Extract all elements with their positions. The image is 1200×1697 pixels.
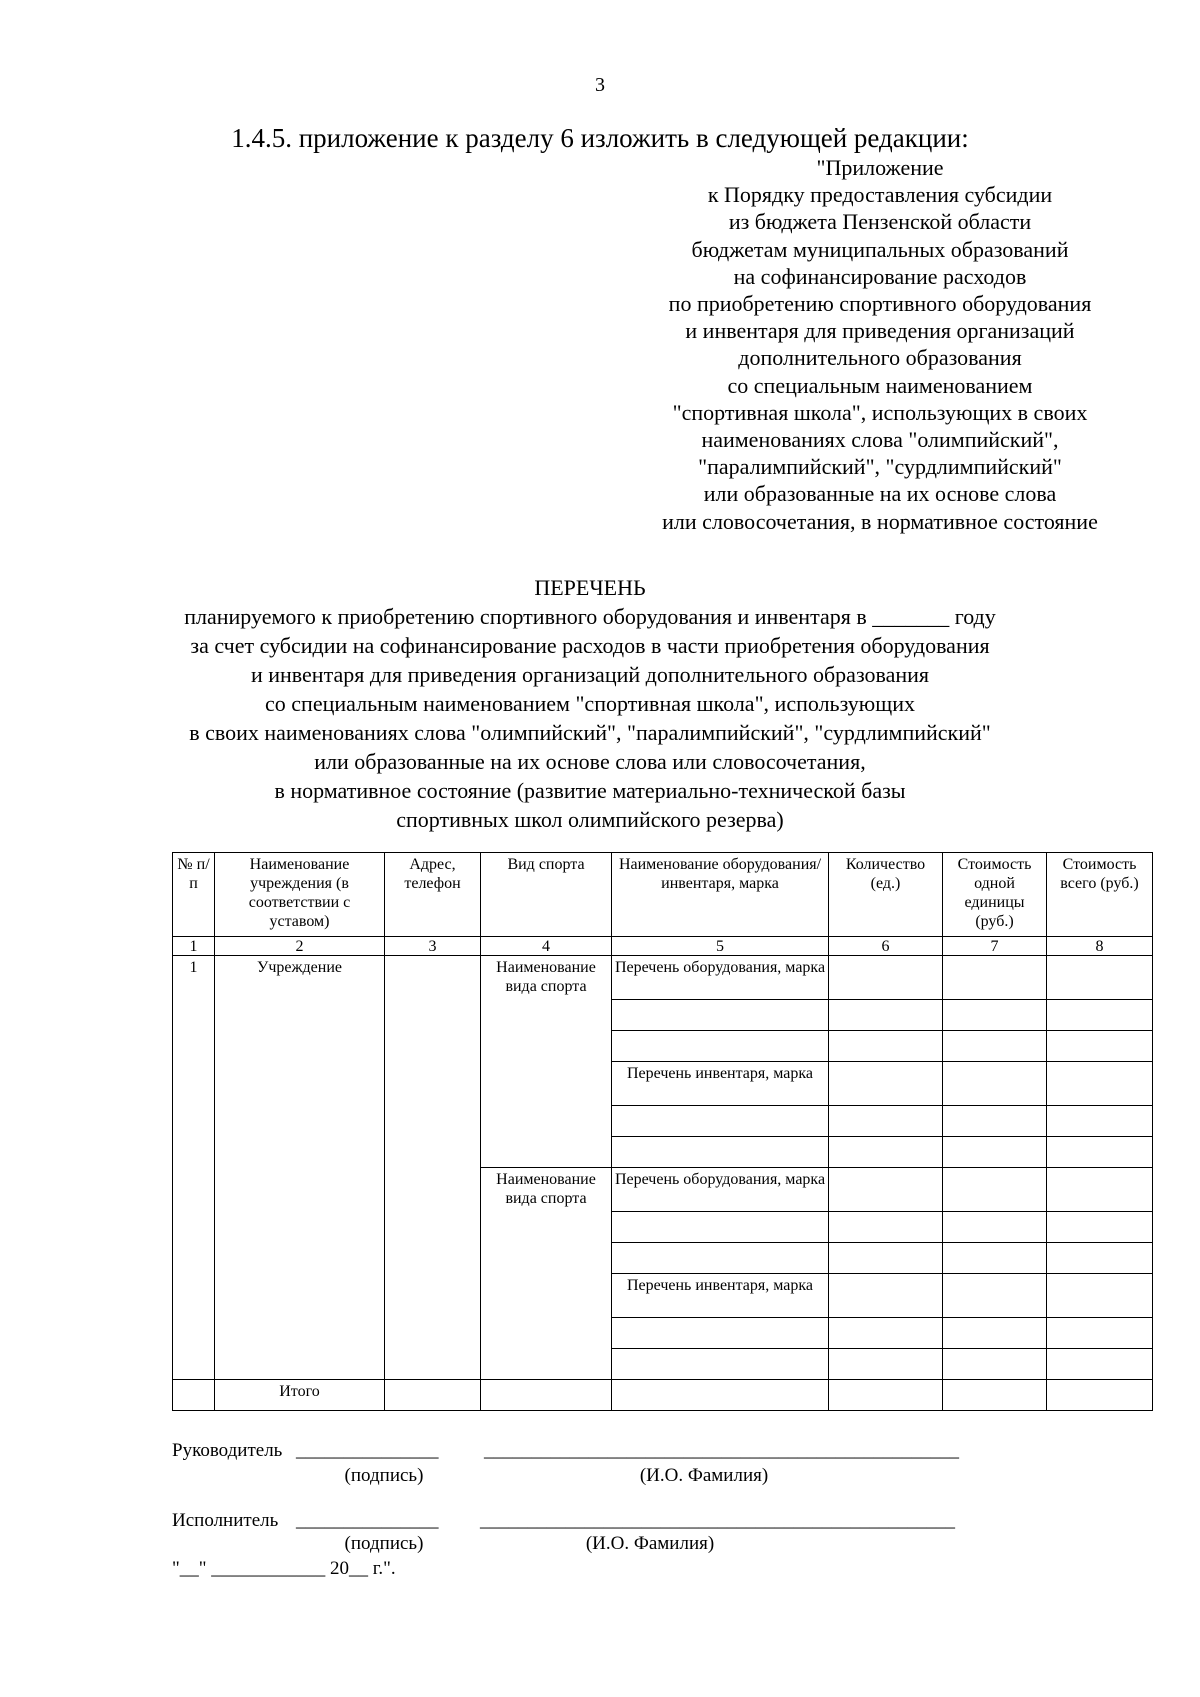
unit-cost-cell — [943, 1243, 1047, 1274]
appendix-line: к Порядку предоставления субсидии — [707, 182, 1053, 208]
unit-cost-cell — [943, 1000, 1047, 1031]
appendix-line: наименованиях слова "олимпийский", — [701, 427, 1059, 453]
executor-name-line: __________________________________________________ — [480, 1510, 955, 1531]
unit-cost-cell — [943, 956, 1047, 1000]
total-cost-cell — [1047, 1318, 1153, 1349]
quantity-cell — [829, 1137, 943, 1168]
subtitle-line: и инвентаря для приведения организаций дополнительного образования — [250, 662, 930, 687]
header-cell: Наименование учреждения (в соответствии с уставом) — [215, 853, 385, 937]
column-number: 6 — [829, 937, 943, 956]
column-number: 3 — [385, 937, 481, 956]
unit-cost-cell — [943, 1062, 1047, 1106]
appendix-line: "спортивная школа", использующих в своих — [672, 399, 1088, 425]
subtitle-line: или образованные на их основе слова или словосочетания, — [314, 749, 866, 774]
appendix-line: "Приложение — [816, 155, 944, 180]
sport-cell: Наименование вида спорта — [481, 956, 612, 1168]
unit-cost-cell — [943, 1318, 1047, 1349]
header-cell: Вид спорта — [481, 853, 612, 937]
unit-cost-cell — [943, 1137, 1047, 1168]
total-cost-cell — [1047, 1031, 1153, 1062]
head-signature-label: Руководитель — [172, 1440, 283, 1461]
head-name-caption: (И.О. Фамилия) — [639, 1465, 769, 1486]
page-number: 3 — [595, 74, 605, 96]
executor-signature-line: _______________ — [296, 1510, 439, 1531]
executor-name-caption: (И.О. Фамилия) — [585, 1533, 715, 1554]
table-cell — [173, 1380, 215, 1411]
quantity-cell — [829, 1062, 943, 1106]
head-signature-caption: (подпись) — [344, 1465, 424, 1486]
column-number: 4 — [481, 937, 612, 956]
date-line: "__" ____________ 20__ г.". — [172, 1558, 396, 1579]
total-cost-cell — [1047, 1349, 1153, 1380]
unit-cost-cell — [943, 1274, 1047, 1318]
total-cost-cell — [1047, 1168, 1153, 1212]
appendix-line: и инвентаря для приведения организаций — [685, 318, 1075, 344]
sport-cell: Наименование вида спорта — [481, 1168, 612, 1380]
column-number: 7 — [943, 937, 1047, 956]
amendment-heading: 1.4.5. приложение к разделу 6 изложить в следующей редакции: — [231, 123, 969, 153]
header-cell: Наименование оборудования/инвентаря, марка — [612, 853, 829, 937]
total-row — [173, 1380, 1153, 1411]
appendix-line: со специальным наименованием — [727, 372, 1033, 398]
total-cost-cell — [1047, 1212, 1153, 1243]
document-title-block — [80, 573, 1100, 834]
column-number: 2 — [215, 937, 385, 956]
appendix-line: или словосочетания, в нормативное состояние — [662, 508, 1098, 534]
quantity-cell — [829, 956, 943, 1000]
quantity-cell — [829, 1318, 943, 1349]
quantity-cell — [829, 1031, 943, 1062]
executor-signature-label: Исполнитель — [172, 1510, 279, 1531]
table-cell — [1047, 1380, 1153, 1411]
executor-signature-caption: (подпись) — [344, 1533, 424, 1554]
head-signature-line: _______________ — [296, 1440, 439, 1461]
address-cell — [385, 956, 481, 1380]
subtitle-line: в своих наименованиях слова "олимпийский", "паралимпийский", "сурдлимпийский" — [189, 720, 991, 745]
table-row — [173, 956, 1153, 1000]
header-cell: Стоимость всего (руб.) — [1047, 853, 1153, 937]
total-cost-cell — [1047, 1106, 1153, 1137]
quantity-cell — [829, 1274, 943, 1318]
table-cell — [481, 1380, 612, 1411]
unit-cost-cell — [943, 1168, 1047, 1212]
equipment-cell — [612, 1000, 829, 1031]
appendix-line: бюджетам муниципальных образований — [691, 236, 1069, 262]
row-number-cell: 1 — [173, 956, 215, 1380]
institution-cell: Учреждение — [215, 956, 385, 1380]
appendix-line: дополнительного образования — [738, 345, 1022, 371]
equipment-cell — [612, 1243, 829, 1274]
unit-cost-cell — [943, 1212, 1047, 1243]
table-cell — [385, 1380, 481, 1411]
equipment-cell — [612, 1137, 829, 1168]
subtitle-line: планируемого к приобретению спортивного оборудования и инвентаря в _______ году — [184, 604, 996, 629]
appendix-caption — [640, 154, 1120, 535]
subtitle-line: за счет субсидии на софинансирование расходов в части приобретения оборудования — [190, 633, 990, 658]
header-cell: № п/п — [173, 853, 215, 937]
appendix-line: по приобретению спортивного оборудования — [668, 291, 1092, 317]
equipment-cell: Перечень оборудования, марка — [612, 1168, 829, 1212]
appendix-line: "паралимпийский", "сурдлимпийский" — [698, 454, 1062, 480]
appendix-line: или образованные на их основе слова — [703, 481, 1057, 507]
total-cost-cell — [1047, 1062, 1153, 1106]
equipment-cell — [612, 1212, 829, 1243]
header-cell: Количество (ед.) — [829, 853, 943, 937]
equipment-cell — [612, 1318, 829, 1349]
inventory-cell: Перечень инвентаря, марка — [612, 1274, 829, 1318]
total-cost-cell — [1047, 1243, 1153, 1274]
header-cell: Адрес, телефон — [385, 853, 481, 937]
table-cell — [612, 1380, 829, 1411]
subtitle-line: в нормативное состояние (развитие материально-технической базы — [274, 778, 906, 803]
head-name-line: __________________________________________________ — [484, 1440, 959, 1461]
equipment-cell — [612, 1106, 829, 1137]
column-number: 8 — [1047, 937, 1153, 956]
header-cell: Стоимость одной единицы (руб.) — [943, 853, 1047, 937]
table-cell — [829, 1380, 943, 1411]
document-title: ПЕРЕЧЕНЬ — [534, 575, 646, 600]
equipment-cell — [612, 1031, 829, 1062]
quantity-cell — [829, 1349, 943, 1380]
equipment-table — [172, 852, 1153, 1411]
equipment-cell — [612, 1349, 829, 1380]
table-cell — [943, 1380, 1047, 1411]
total-cost-cell — [1047, 1274, 1153, 1318]
table-header-row — [173, 853, 1153, 937]
subtitle-line: со специальным наименованием "спортивная школа", использующих — [265, 691, 915, 716]
quantity-cell — [829, 1000, 943, 1031]
appendix-line: из бюджета Пензенской области — [728, 209, 1032, 235]
quantity-cell — [829, 1168, 943, 1212]
quantity-cell — [829, 1212, 943, 1243]
total-label: Итого — [215, 1380, 385, 1411]
total-cost-cell — [1047, 1000, 1153, 1031]
column-number: 1 — [173, 937, 215, 956]
quantity-cell — [829, 1106, 943, 1137]
total-cost-cell — [1047, 956, 1153, 1000]
total-cost-cell — [1047, 1137, 1153, 1168]
subtitle-line: спортивных школ олимпийского резерва) — [396, 807, 784, 832]
quantity-cell — [829, 1243, 943, 1274]
unit-cost-cell — [943, 1106, 1047, 1137]
unit-cost-cell — [943, 1031, 1047, 1062]
equipment-cell: Перечень оборудования, марка — [612, 956, 829, 1000]
column-number-row — [173, 937, 1153, 956]
inventory-cell: Перечень инвентаря, марка — [612, 1062, 829, 1106]
column-number: 5 — [612, 937, 829, 956]
unit-cost-cell — [943, 1349, 1047, 1380]
appendix-line: на софинансирование расходов — [733, 263, 1027, 289]
